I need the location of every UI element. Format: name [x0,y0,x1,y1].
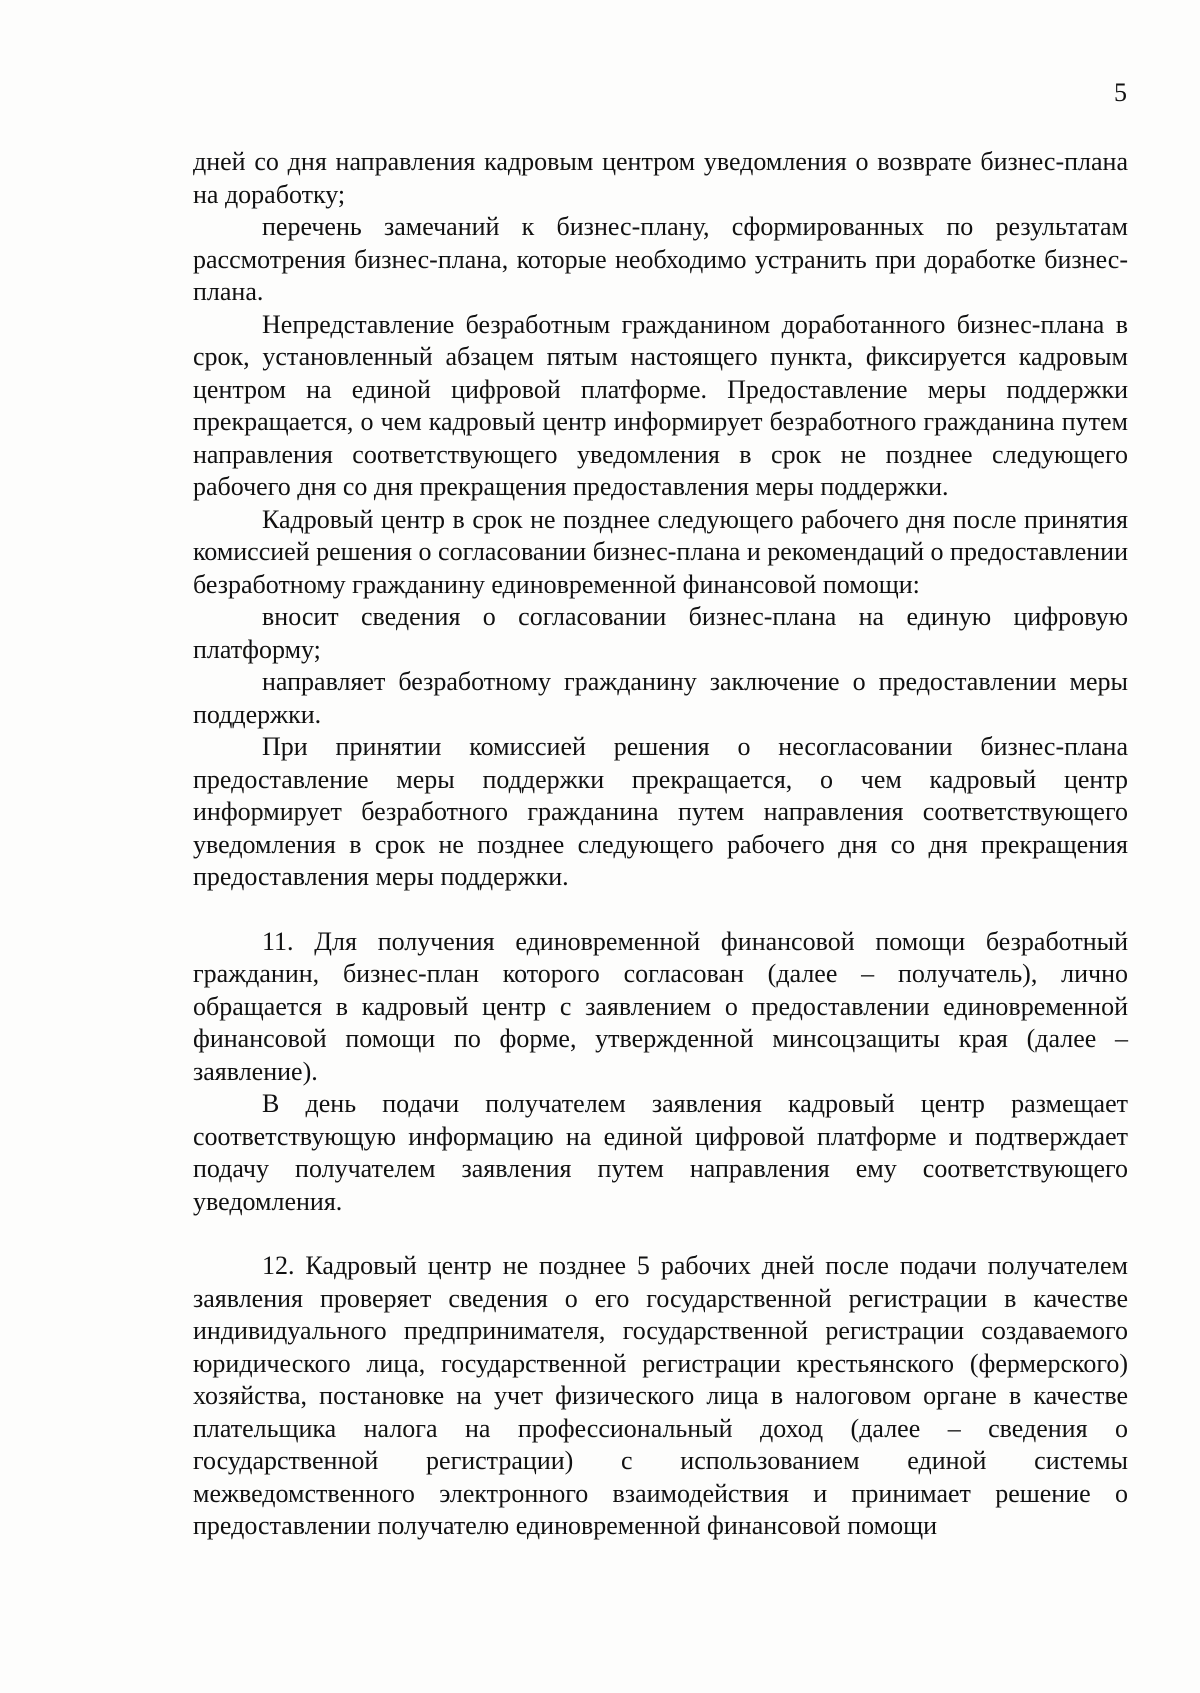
paragraph-continuation: дней со дня направления кадровым центром уведомления о возврате бизнес-плана на доработку; [193,147,1128,209]
paragraph-enter-data: вносит сведения о согласовании бизнес-плана на единую цифровую платформу; [193,602,1128,664]
paragraph-remarks-list: перечень замечаний к бизнес-плану, сформированных по результатам рассмотрения бизнес-плана, которые необходимо устранить при доработке бизнес-плана. [193,212,1128,306]
paragraph-clause-11: 11. Для получения единовременной финансовой помощи безработный гражданин, бизнес-план которого согласован (далее – получатель), лично обращается в кадровый центр с заявлением о предоставлении единовременной финансовой помощи по форме, утвержденной минсоцзащиты края (далее – заявление). [193,926,1128,1086]
paragraph-rejection: При принятии комиссией решения о несогласовании бизнес-плана предоставление меры поддержки прекращается, о чем кадровый центр информирует безработного гражданина путем направления соответствующего уведомления в срок не позднее следующего рабочего дня со дня прекращения предоставления меры поддержки. [193,732,1128,891]
paragraph-approval-actions: Кадровый центр в срок не позднее следующего рабочего дня после принятия комиссией решения о согласовании бизнес-плана и рекомендаций о предоставлении безработному гражданину единовременной финансовой помощи: [193,504,1128,599]
page-number: 5 [1114,78,1127,107]
paragraph-application-day: В день подачи получателем заявления кадровый центр размещает соответствующую информацию на единой цифровой платформе и подтверждает подачу получателем заявления путем направления ему соответствующего уведомления. [193,1089,1128,1216]
paragraph-nonsubmission: Непредставление безработным гражданином доработанного бизнес-плана в срок, установленный абзацем пятым настоящего пункта, фиксируется кадровым центром на единой цифровой платформе. Предоставление меры поддержки прекращается, о чем кадровый центр информирует безработного гражданина путем направления соответствующего уведомления в срок не позднее следующего рабочего дня со дня прекращения предоставления меры поддержки. [193,309,1128,501]
document-body [193,146,1128,1543]
paragraph-send-conclusion: направляет безработному гражданину заключение о предоставлении меры поддержки. [193,667,1128,729]
paragraph-clause-12: 12. Кадровый центр не позднее 5 рабочих дней после подачи получателем заявления проверяет сведения о его государственной регистрации в качестве индивидуального предпринимателя, государственной регистрации создаваемого юридического лица, государственной регистрации крестьянского (фермерского) хозяйства, постановке на учет физического лица в налоговом органе в качестве плательщика налога на профессиональный доход (далее – сведения о государственной регистрации) с использованием единой системы межведомственного электронного взаимодействия и принимает решение о предоставлении получателю единовременной финансовой помощи [193,1251,1128,1540]
